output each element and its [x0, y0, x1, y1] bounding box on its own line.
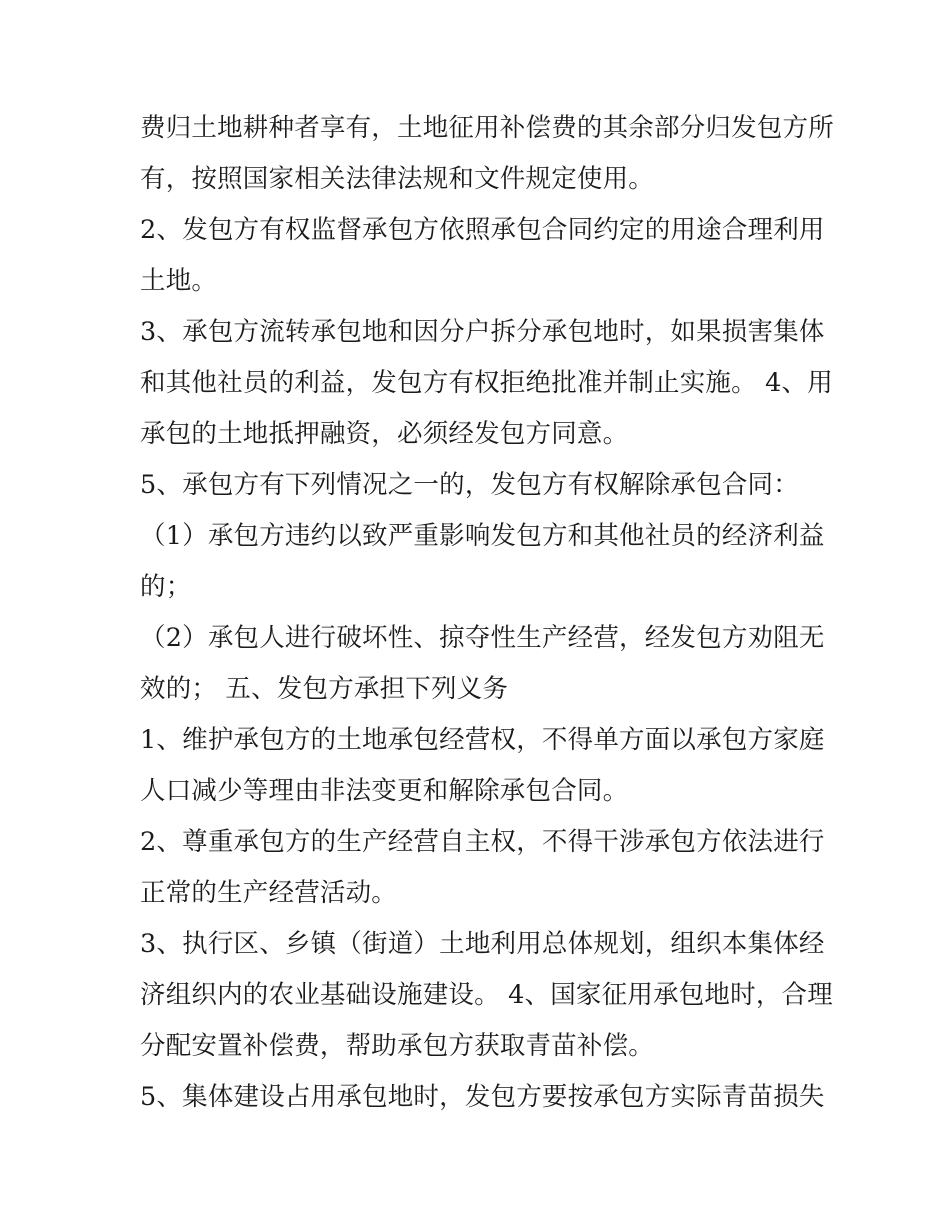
text-line: 1、维护承包方的土地承包经营权，不得单方面以承包方家庭 — [140, 725, 825, 755]
text-line: （1）承包方违约以致严重影响发包方和其他社员的经济利益 — [140, 521, 825, 551]
text-line: 5、承包方有下列情况之一的，发包方有权解除承包合同： — [140, 470, 799, 500]
text-line: 承包的土地抵押融资，必须经发包方同意。 — [140, 419, 629, 449]
text-line: 和其他社员的利益，发包方有权拒绝批准并制止实施。 4、用 — [140, 368, 833, 398]
text-line: 费归土地耕种者享有，土地征用补偿费的其余部分归发包方所 — [140, 113, 834, 143]
text-line: 正常的生产经营活动。 — [140, 878, 398, 908]
text-line: 5、集体建设占用承包地时，发包方要按承包方实际青苗损失 — [140, 1082, 825, 1112]
text-line: 有，按照国家相关法律法规和文件规定使用。 — [140, 164, 655, 194]
text-line: （2）承包人进行破坏性、掠夺性生产经营，经发包方劝阻无 — [140, 623, 825, 653]
text-line: 2、发包方有权监督承包方依照承包合同约定的用途合理利用 — [140, 215, 825, 245]
text-line: 2、尊重承包方的生产经营自主权，不得干涉承包方依法进行 — [140, 827, 825, 857]
text-line: 人口减少等理由非法变更和解除承包合同。 — [140, 776, 629, 806]
text-line: 济组织内的农业基础设施建设。 4、国家征用承包地时，合理 — [140, 980, 833, 1010]
text-line: 3、承包方流转承包地和因分户拆分承包地时，如果损害集体 — [140, 317, 825, 347]
text-line: 分配安置补偿费，帮助承包方获取青苗补偿。 — [140, 1031, 655, 1061]
text-line: 3、执行区、乡镇（街道）土地利用总体规划，组织本集体经 — [140, 929, 825, 959]
text-line: 效的； 五、发包方承担下列义务 — [140, 674, 509, 704]
text-line: 的； — [140, 572, 192, 602]
text-line: 土地。 — [140, 266, 218, 296]
document-body — [140, 103, 834, 1123]
